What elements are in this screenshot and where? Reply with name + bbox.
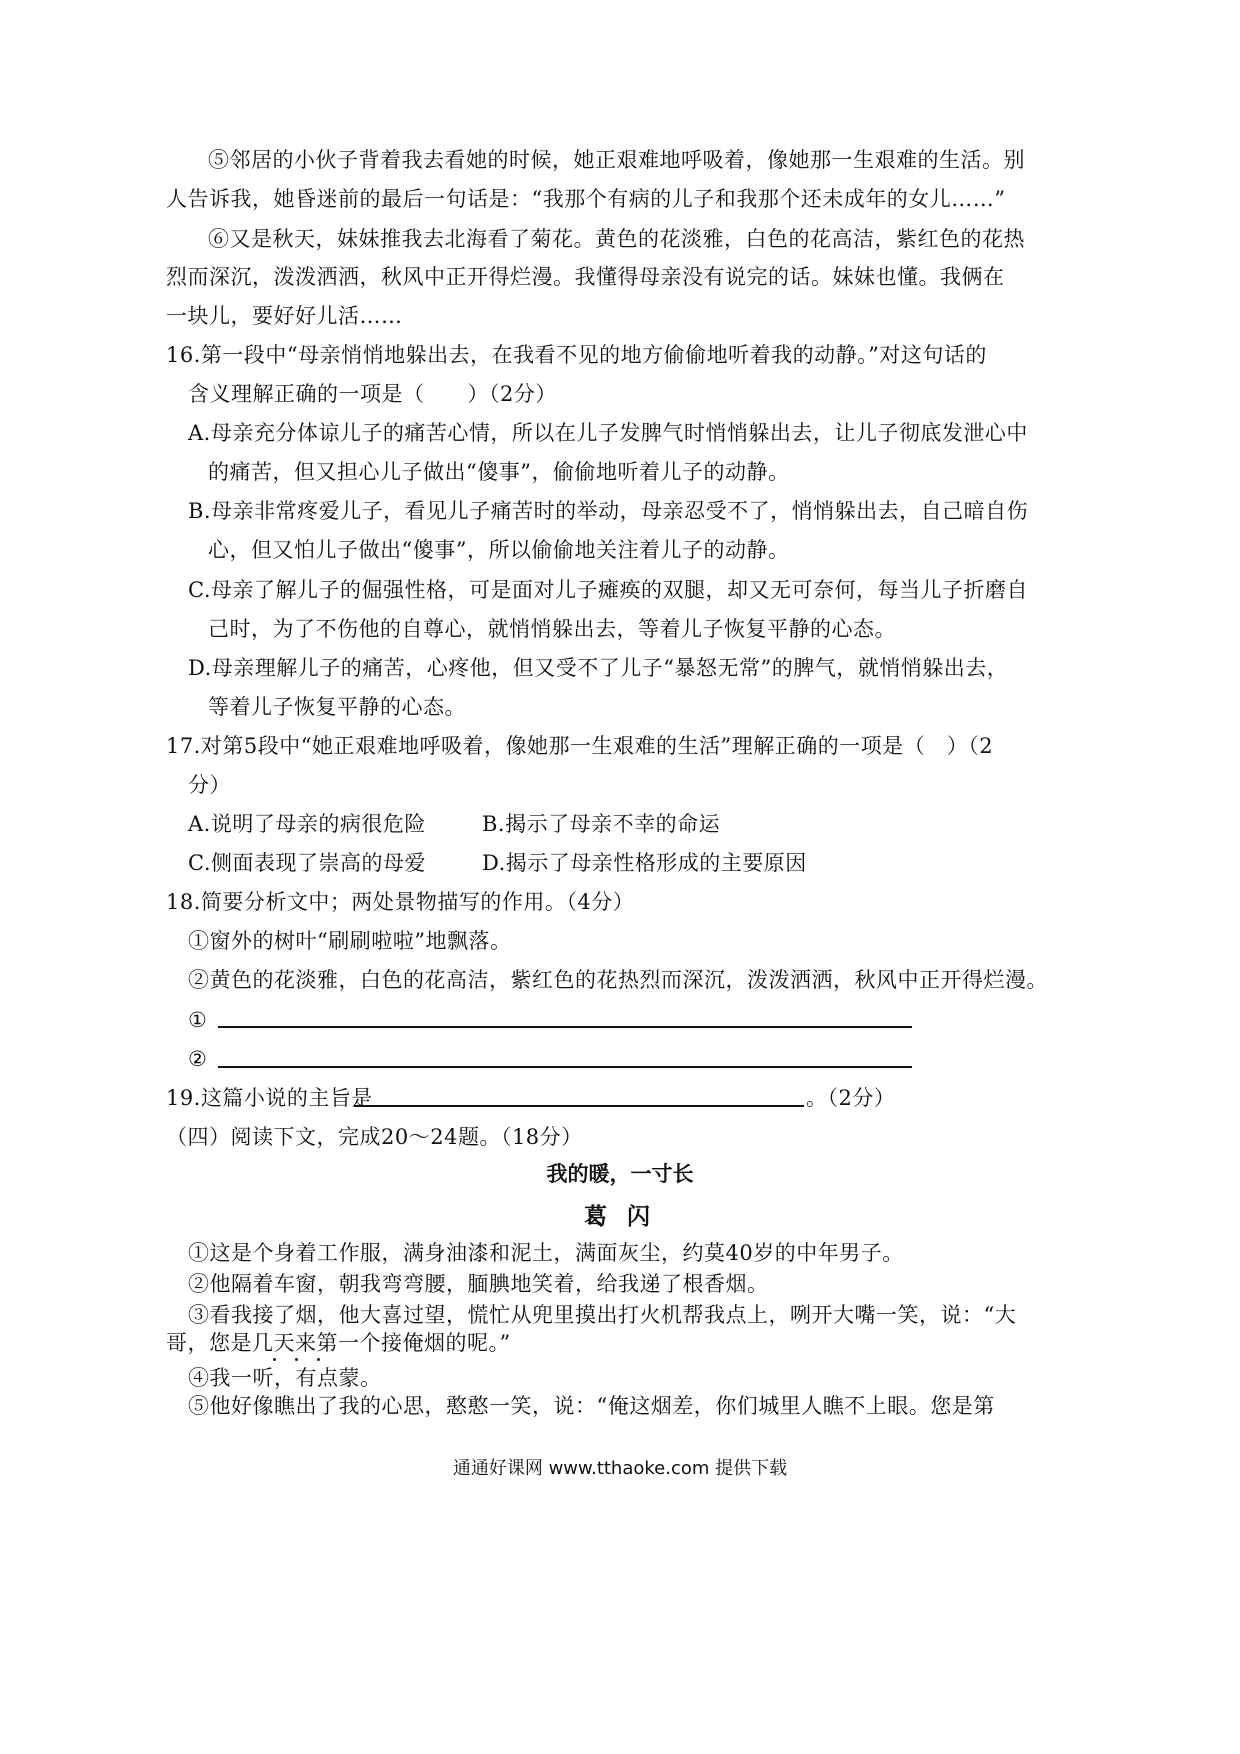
passage-p6-line2: 烈而深沉，泼泼洒洒，秋风中正开得烂漫。我懂得母亲没有说完的话。妹妹也懂。我俩在 [166, 265, 1005, 289]
q17-option-c: C.侧面表现了崇高的母爱 [188, 851, 426, 875]
q16-option-b-line2: 心，但又怕儿子做出“傻事”，所以偷偷地关注着儿子的动静。 [208, 538, 790, 562]
passage-p6-line1: ⑥又是秋天，妹妹推我去北海看了菊花。黄色的花淡雅，白色的花高洁，紫红色的花热 [208, 227, 1025, 251]
q19-answer-line[interactable] [354, 1105, 804, 1107]
q17-stem-line1: 17.对第5段中“她正艰难地呼吸着，像她那一生艰难的生活”理解正确的一项是（ ）（2 [166, 734, 994, 758]
q16-option-c-line1: C.母亲了解儿子的倔强性格，可是面对儿子瘫痪的双腿，却又无可奈何，每当儿子折磨自 [188, 578, 1028, 602]
passage-p5-line1: ⑤邻居的小伙子背着我去看她的时候，她正艰难地呼吸着，像她那一生艰难的生活。别 [208, 148, 1025, 172]
q17-stem-line2: 分） [188, 773, 231, 797]
q17-option-a: A.说明了母亲的病很危险 [188, 812, 426, 836]
q18-answer-line-1[interactable] [218, 1026, 912, 1028]
article-p3-line2: 哥，您是几天来第一个接俺烟的呢。” [166, 1331, 511, 1355]
article-p1: ①这是个身着工作服，满身油漆和泥土，满面灰尘，约莫40岁的中年男子。 [188, 1241, 904, 1265]
q16-option-d-line1: D.母亲理解儿子的痛苦，心疼他，但又受不了儿子“暴怒无常”的脾气，就悄悄躲出去， [188, 656, 1009, 680]
emphasis-dot [273, 1358, 276, 1361]
q17-option-b: B.揭示了母亲不幸的命运 [482, 812, 721, 836]
article-p5: ⑤他好像瞧出了我的心思，憨憨一笑，说：“俺这烟差，你们城里人瞧不上眼。您是第 [188, 1394, 995, 1418]
q16-stem-line1: 16.第一段中“母亲悄悄地躲出去，在我看不见的地方偷偷地听着我的动静。”对这句话的 [166, 343, 987, 367]
q18-blank2-label: ② [188, 1047, 208, 1071]
emphasis-dot [295, 1358, 298, 1361]
q18-stem: 18.简要分析文中；两处景物描写的作用。（4分） [166, 890, 635, 914]
passage-p5-line2: 人告诉我，她昏迷前的最后一句话是：“我那个有病的儿子和我那个还未成年的女儿……” [166, 187, 1006, 211]
passage-p6-line3: 一块儿，要好好儿活…… [166, 304, 403, 328]
article-p3-line1: ③看我接了烟，他大喜过望，慌忙从兜里摸出打火机帮我点上，咧开大嘴一笑，说：“大 [188, 1303, 1017, 1327]
q17-option-d: D.揭示了母亲性格形成的主要原因 [482, 851, 807, 875]
q18-blank1-label: ① [188, 1008, 208, 1032]
article-author: 葛 闪 [583, 1204, 656, 1230]
q19-stem: 19.这篇小说的主旨是 [166, 1086, 373, 1110]
emphasis-dot [317, 1358, 320, 1361]
q18-item1: ①窗外的树叶“刷刷啦啦”地飘落。 [188, 929, 512, 953]
q16-option-d-line2: 等着儿子恢复平静的心态。 [208, 695, 466, 719]
q18-item2: ②黄色的花淡雅，白色的花高洁，紫红色的花热烈而深沉，泼泼洒洒，秋风中正开得烂漫。 [188, 968, 1048, 992]
q16-option-c-line2: 己时，为了不伤他的自尊心，就悄悄躲出去，等着儿子恢复平静的心态。 [208, 617, 896, 641]
section4-intro: （四）阅读下文，完成20～24题。（18分） [166, 1125, 583, 1149]
article-p2: ②他隔着车窗，朝我弯弯腰，腼腆地笑着，给我递了根香烟。 [188, 1272, 769, 1296]
q16-option-b-line1: B.母亲非常疼爱儿子，看见儿子痛苦时的举动，母亲忍受不了，悄悄躲出去，自己暗自伤 [188, 499, 1029, 523]
q18-answer-line-2[interactable] [218, 1066, 912, 1068]
q19-points: 。（2分） [806, 1086, 896, 1110]
q16-option-a-line2: 的痛苦，但又担心儿子做出“傻事”，偷偷地听着儿子的动静。 [208, 460, 790, 484]
q16-option-a-line1: A.母亲充分体谅儿子的痛苦心情，所以在儿子发脾气时悄悄躲出去，让儿子彻底发泄心中 [188, 421, 1028, 445]
q16-stem-line2: 含义理解正确的一项是（ ）（2分） [188, 382, 557, 406]
article-p4: ④我一听，有点蒙。 [188, 1366, 382, 1390]
footer-source: 通通好课网 www.tthaoke.com 提供下载 [452, 1458, 788, 1479]
article-title: 我的暖，一寸长 [546, 1162, 694, 1186]
